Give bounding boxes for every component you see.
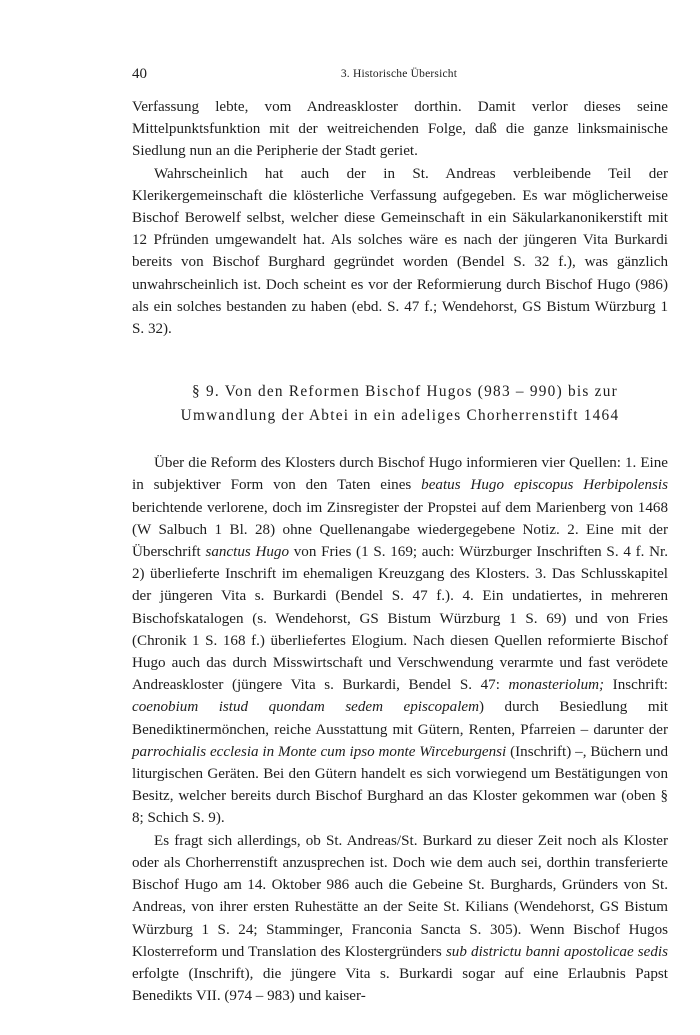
latin-quote: sub districtu banni apostolicae sedis [445,943,668,960]
latin-quote: beatus Hugo episcopus Herbipolensis [421,477,668,494]
text-run: Inschrift: [604,677,668,694]
paragraph-continuation: Verfassung lebte, vom Andreaskloster dorthin. Damit verlor dieses seine Mittelpunktsfunktion mit der weitreichenden Folge, daß die ganze linksmainische Siedlung nun an die Peripherie der Stadt geriet. [132,99,668,160]
section-heading [132,380,668,428]
text-run: (Inschrift) –, Büchern und liturgischen Geräten. Bei den Gütern handelt es sich vorwiegend um Bestätigungen von Besitz, welcher bereits durch Bischof Burghard an das Kloster gekommen war (oben § 8; Schich S. 9). [132,743,668,827]
section-heading-line-1: § 9. Von den Reformen Bischof Hugos (983 – 990) bis zur [192,383,618,401]
page-number: 40 [132,66,147,82]
section-heading-line-2: Umwandlung der Abtei in ein adeliges Chorherrenstift 1464 [180,407,620,425]
paragraph-klerikergemeinschaft: Wahrscheinlich hat auch der in St. Andreas verbleibende Teil der Klerikergemeinschaft die klösterliche Verfassung aufgegeben. Es war möglicherweise Bischof Berowelf selbst, welcher diese Gemeinschaft in ein Säkularkanonikerstift mit 12 Pfründen umgewandelt hat. Als solches wäre es nach der jüngeren Vita Burkardi bereits von Bischof Burghard gegründet worden (Bendel S. 32 f.), was gänzlich unwahrscheinlich ist. Doch scheint es vor der Reformierung durch Bischof Hugo (986) als ein solches bestanden zu haben (ebd. S. 47 f.; Wendehorst, GS Bistum Würzburg 1 S. 32). [132,165,668,338]
running-title: 3. Historische Übersicht [340,68,458,80]
latin-quote: sanctus Hugo [205,544,290,561]
text-run: erfolgte (Inschrift), die jüngere Vita s. Burkardi sogar auf eine Erlaubnis Papst Benedikts VII. (974 – 983) und kaiser- [132,965,668,1005]
paragraph-chorherrenstift [132,830,668,1008]
latin-quote: monasteriolum; [508,677,605,694]
text-run: von Fries (1 S. 169; auch: Würzburger Inschriften S. 4 f. Nr. 2) überlieferte Inschrift im ehemaligen Kreuzgang des Klosters. 3. Das Schlusskapitel der jüngeren Vita s. Burkardi (Bendel S. 47 f.). 4. Ein undatiertes, in mehreren Bischofskatalogen (s. Wendehorst, GS Bistum Würzburg 1 S. 69) und von Fries (Chronik 1 S. 168 f.) überliefertes Elogium. Nach diesen Quellen reformierte Bischof Hugo auch das durch Misswirtschaft und Verschwendung verarmte und fast verödete Andreaskloster (jüngere Vita s. Burkardi, Bendel S. 47: [132,544,668,694]
text-run: Es fragt sich allerdings, ob St. Andreas/St. Burkard zu dieser Zeit noch als Kloster oder als Chorherrenstift anzusprechen ist. Doch wie dem auch sei, dorthin transferierte Bischof Hugo am 14. Oktober 986 auch die Gebeine St. Burghards, Gründers von St. Andreas, von ihrer ersten Ruhestätte an der Seite St. Kilians (Wendehorst, GS Bistum Würzburg 1 S. 24; Stamminger, Franconia Sancta S. 305). Wenn Bischof Hugos Klosterreform und Translation des Klostergründers [132,832,668,960]
latin-quote: parrochialis ecclesia in Monte cum ipso monte Wirceburgensi [132,743,507,760]
body-text [132,96,668,1007]
text-run: berichtende verlorene, doch im Zinsregister der Propstei auf dem Marienberg von 1468 (W Salbuch 1 Bl. 28) ohne Quellenangabe wiedergegebene Notiz. 2. Eine mit der Überschrift [132,499,668,561]
paragraph-reform-quellen [132,452,668,829]
latin-quote: coenobium istud quondam sedem episcopalem [132,699,479,716]
text-run: ) durch Besiedlung mit Benediktinermönchen, reiche Ausstattung mit Gütern, Renten, Pfarreien – darunter der [132,699,668,738]
text-run: Über die Reform des Klosters durch Bischof Hugo informieren vier Quellen: 1. Eine in subjektiver Form von den Taten eines [132,455,668,494]
page-header [132,66,666,86]
